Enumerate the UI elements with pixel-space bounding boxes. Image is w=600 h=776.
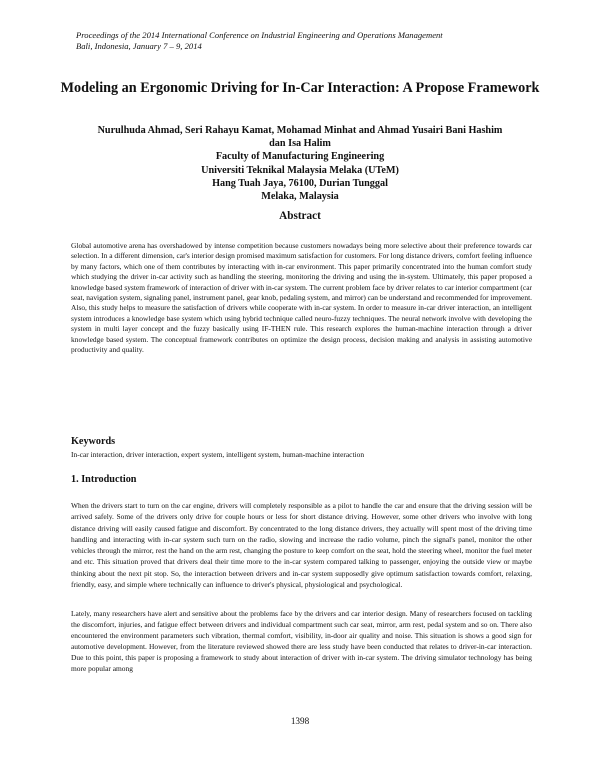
abstract-text: Global automotive arena has overshadowed by intense competition because customers nowadays being more selective about their preference towards car selection. In a different dimension, car's interior design promised maximum satisfaction for customers. For long distance drivers, comfort feeling influence by many factors, which one of them contributes by interacting with in-car environment. This paper primarily concentrated into the human comfort study which studying the driver in-car activity such as handling the steering, monitoring the driving and using the in-system. Ultimately, this paper proposed a knowledge based system framework of interaction of driver with in-car system. The current problem face by driver relates to car interior compartment (car seat, navigation system, signaling panel, instrument panel, gear knob, pedaling system, and mirror) can be understand and recommended for improvement. Also, this study helps to measure the satisfaction of drivers while cooperate with in-car system. In order to measure in-car driver interaction, an intelligent system introduces a knowledge base system which using hybrid technique called neuro-fuzzy techniques. The neural network involve with developing the system in multi layer concept and the fuzzy basically using IF-THEN rule. This research explores the human-machine interaction through a driver knowledge based system. The conceptual framework contributes on optimize the design process, decision making and analysis in assisting automotive productivity and quality. <box>71 241 532 355</box>
keywords-heading: Keywords <box>71 436 116 447</box>
abstract-heading: Abstract <box>279 210 321 222</box>
author-university: Universiti Teknikal Malaysia Melaka (UTeM) <box>201 164 399 176</box>
page-number: 1398 <box>290 716 310 726</box>
introduction-paragraph-2: Lately, many researchers have alert and sensitive about the problems face by the drivers and car interior design. Many of researchers focused on tackling the discomfort, injuries, and fatigue effect between drivers and individual compartment such car seat, mirror, arm rest, pedal system and so on. There also encountered the environment parameters such vibration, thermal comfort, visibility, in-door air quality and noise. This situation is shows a good sign for automotive development. However, from the literature reviewed showed there are less study have been conducted that relates to driver-in-car interaction. Due to this point, this paper is proposing a framework to study about interaction of driver with in-car system. The driving simulator technology has being more popular among <box>71 609 532 673</box>
author-names: Nurulhuda Ahmad, Seri Rahayu Kamat, Mohamad Minhat and Ahmad Yusairi Bani Hashim dan Isa Halim <box>97 125 503 150</box>
author-block <box>90 124 510 203</box>
author-faculty: Faculty of Manufacturing Engineering <box>215 151 385 163</box>
introduction-heading: 1. Introduction <box>71 474 137 485</box>
author-location: Melaka, Malaysia <box>261 191 339 203</box>
header-line-1: Proceedings of the 2014 International Conference on Industrial Engineering and Operations Management <box>76 30 443 40</box>
introduction-paragraph-1: When the drivers start to turn on the car engine, drivers will completely responsible as a pilot to handle the car and ensure that the driving session will be arrived safely. Some of the drivers only drive for couple hours or less for short distance driving. However, some other drivers who involve with long distance driving will easily caused fatigue and discomfort. By concentrated to the long distance drivers, they actually will spent most of the driving time handling and interacting with in-car system such turn on the radio, slowing and increase the radio volume, pinch the signal's panel, monitor the other vehicles through the mirror, rest the hand on the arm rest, changing the posture to keep comfort on the seat, hold the steering wheel, monitor the fuel meter and etc. This situation proved that drivers deal their time more to the in-car system compared talking to passenger, enjoying the outside view or maybe thinking about the next pit stop. So, the interaction between drivers and in-car system supposedly give optimum satisfaction towards comfort, relaxing, friendly, easy, and simple where technically can influence to driver's physical, physiological and psychological. <box>71 501 532 590</box>
keywords-text: In-car interaction, driver interaction, expert system, intelligent system, human-machine interaction <box>71 450 365 459</box>
paper-title: Modeling an Ergonomic Driving for In-Car Interaction: A Propose Framework <box>60 80 540 96</box>
author-address: Hang Tuah Jaya, 76100, Durian Tunggal <box>212 177 388 189</box>
conference-header <box>76 30 536 51</box>
header-line-2: Bali, Indonesia, January 7 – 9, 2014 <box>76 40 202 51</box>
